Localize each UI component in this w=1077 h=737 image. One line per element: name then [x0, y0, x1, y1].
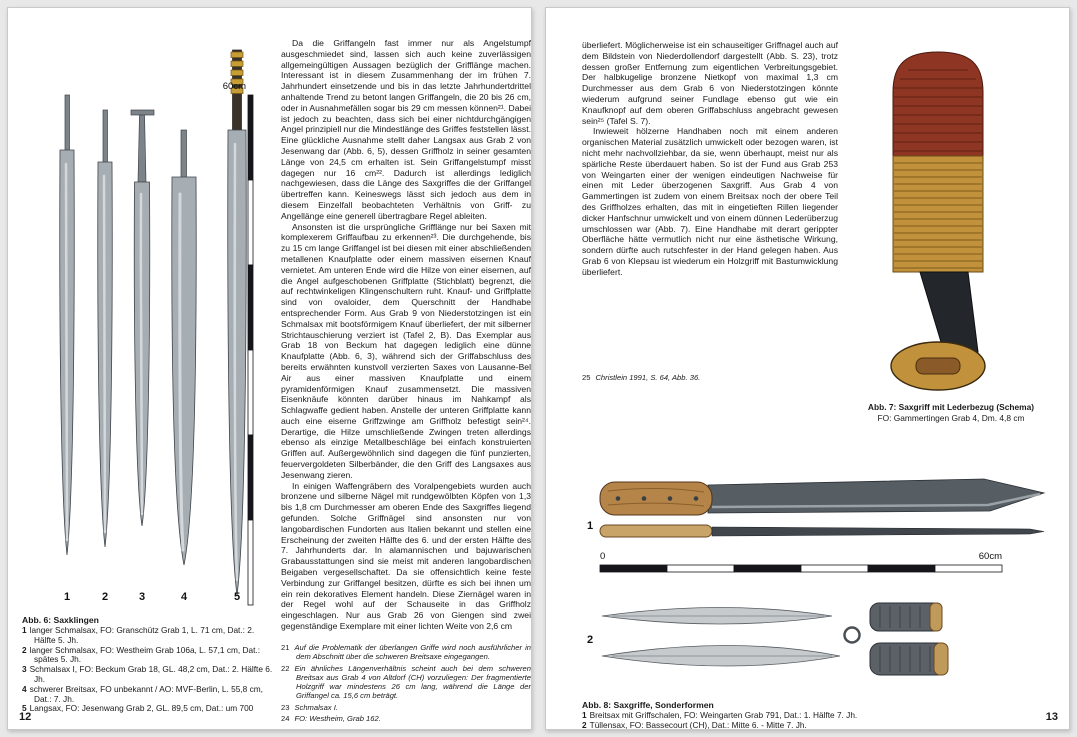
footnote-number: 23	[281, 702, 290, 712]
caption-item-number: 4	[22, 683, 27, 694]
caption-item-text: Breitsax mit Griffschalen, FO: Weingarten Grab 791, Dat.: 1. Hälfte 7. Jh.	[589, 710, 858, 720]
footnote	[281, 664, 531, 701]
footnote-number: 25	[582, 373, 591, 382]
footnote-number: 21	[281, 643, 290, 652]
figure-6-caption	[22, 615, 276, 714]
breitsax-with-grip-scales	[600, 479, 1044, 515]
ring-fitting	[845, 628, 860, 643]
footnote-text: FO: Westheim, Grab 162.	[294, 714, 381, 724]
caption-item-text: langer Schmalsax, FO: Westheim Grab 106a, L. 57,1 cm, Dat.: spätes 5. Jh.	[29, 644, 261, 665]
socket-handle-1	[870, 603, 942, 631]
caption-item-number: 1	[22, 625, 27, 635]
left-text-column	[281, 38, 531, 632]
left-footnotes	[281, 643, 531, 725]
footnote	[582, 373, 838, 382]
sax-blade-3	[131, 110, 154, 526]
caption-item-text: Langsax, FO: Jesenwang Grab 2, GL. 89,5 cm, Dat.: um 700	[29, 703, 254, 714]
caption-item-number: 2	[22, 644, 27, 655]
body-paragraph: Ansonsten ist die ursprüngliche Grifflänge nur bei Saxen mit komplexerem Griffaufbau zu erkennen²³. Die durchgehende, bis zu 15 cm lange Griffangel ist bei diesen mit einer abschließenden metallenen Knaufplatte oder einem massiven eisernen Knauf vernietet. Am unteren Ende wird die Hilze von einer eisernen, auf die Angel aufgeschobenen Griffplatte (Stichblatt) begrenzt, die auf rechtwinkeligen Klingenschultern ruht. Knauf- und Griffplatte sind von ovaloider, dem Querschnitt der Handhabe entsprechender Form. Aus Grab 9 von Niederstotzingen ist ein Schmalsax mit bootsförmigem Knauf überliefert, der mit silberner Strichtauschierung verziert ist (Tafel 2, B). Das Exemplar aus Grab 18 von Beckum hat dagegen lediglich eine dünne Knaufplatte (Abb. 6, 3), während sich der Griffabschluss des bereits erwähnten kunstvoll verzierten Saxes von Lausanne-Bel Air aus einer massiven Knaufplatte und einem pyramidenförmigen Knauf zusammensetzt. Die massiven Eisenknäufe könnten darüber hinaus im Nahkampf als Schlagwaffe gedient haben. Anstelle der unteren Griffplatte kann auch eine eiserne Griffzwinge am Griffholz befestigt sein²⁴. Derartige, die Hilze umschließende Zwingen treten allerdings ebenso als einzige Metallbeschläge bei einfach konstruierten Griffen auf. Außergewöhnlich sind dagegen die fünf punzierten, feuervergoldeten Silberbänder, die den Griff des Langsaxes aus Jesenwang zieren.	[281, 221, 531, 480]
figure-6-caption-title: Abb. 6: Saxklingen	[22, 615, 99, 625]
item-2-label: 2	[586, 634, 594, 646]
sax-blade-4	[172, 130, 196, 565]
figure-caption-item	[22, 685, 276, 705]
scale-start-label: 0	[600, 551, 606, 562]
footnote-number: 24	[281, 714, 290, 724]
right-footnotes	[582, 373, 838, 384]
horizontal-scale-bar	[600, 551, 1002, 572]
page-right	[545, 7, 1070, 730]
sax-blades-drawing	[22, 32, 274, 614]
blade-number-label: 3	[138, 591, 146, 603]
body-paragraph: Inwieweit hölzerne Handhaben noch mit einem anderen organischen Material zusätzlich umwickelt oder bezogen waren, ist nicht mehr nachvollziehbar, da sie, wenn überhaupt, meist nur als spärliche Reste überdauert haben. So ist der Fund aus Grab 253 von Weingarten einer der wenigen eindeutigen Nachweise für einen mit Leder überzogenen Saxgriff. Aus Grab 4 von Gammertingen ist zudem von einem Breitsax noch der obere Teil des Griffholzes erhalten, das mit in eingetieften Rillen liegender dicker Hanfschnur umwickelt und von einem dünnen Lederüberzug umschlossen war (Abb. 7). Eine Handhabe mit derart gerippter Oberfläche hätte vermutlich nicht nur eine ästhetische Wirkung, sondern dürfte auch rutschfester in der Hand gelegen haben. Aus Grab 6 von Klepsau ist wiederum ein Holzgriff mit Bastumwicklung überliefert.	[582, 126, 838, 277]
grip-cross-section	[891, 342, 985, 390]
footnote	[281, 643, 531, 662]
sax-special-forms-drawing	[582, 453, 1052, 693]
page-number: 12	[19, 711, 32, 723]
footnote-text: Schmalsax I.	[294, 702, 338, 712]
figure-7-caption-title: Abb. 7: Saxgriff mit Lederbezug (Schema)	[867, 402, 1035, 412]
caption-item-number: 1	[582, 710, 587, 720]
figure-8-caption-title: Abb. 8: Saxgriffe, Sonderformen	[582, 700, 714, 710]
figure-caption-item	[22, 665, 276, 685]
tuellensax-blades	[602, 608, 840, 667]
scale-label: 60cm	[222, 81, 246, 92]
figure-caption-item	[582, 721, 1052, 730]
footnote-text: Christlein 1991, S. 64, Abb. 36.	[595, 373, 701, 382]
figure-7-grip-illustration	[846, 34, 1056, 394]
footnote	[281, 714, 531, 723]
breitsax-edge-view	[600, 525, 1044, 537]
page-left	[7, 7, 532, 730]
body-paragraph: In einigen Waffengräbern des Voralpengebiets wurden auch bronzene und silberne Nägel mit rundgewölbten Köpfen von 1,3 bis 1,8 cm Durchmesser am oberen Ende des Saxgriffes liegend gefunden. Solche Griffnägel sind ansonsten nur von langobardischen Fundorten aus Italien bekannt und stellen eine Erscheinung der zweiten Hälfte des 6. und der ersten Hälfte des 7. Jahrhunderts dar. In alamannischen und bajuwarischen Grabausstattungen sind sie meist mit anderen langobardischen Beigaben vergesellschaftet. Da sie offensichtlich keine feste Verbindung zur Griffangel besitzen, dürfte es sich bei ihnen um ein rein dekoratives Element handeln. Diese Ziernägel waren in der Regel wohl auf der Schauseite in das Griffholz eingeschlagen. Nur aus Grab 26 von Giengen sind zwei gegenständige Exemplare mit einer lichten Weite von 2,6 cm	[281, 480, 531, 632]
figure-7	[846, 34, 1056, 423]
socket-handle-2	[870, 643, 948, 675]
right-text-column	[582, 40, 838, 278]
figure-caption-item	[22, 626, 276, 646]
footnote-text: Ein ähnliches Längenverhältnis scheint auch bei dem schweren Breitsax aus Grab 4 von Altdorf (CH) vorzuliegen: Der fragmentierte Holzgriff war mindestens 26 cm lang, während die Länge der Griffangel ca. 15,6 cm beträgt.	[294, 663, 531, 701]
caption-item-text: Tüllensax, FO: Bassecourt (CH), Dat.: Mitte 6. - Mitte 7. Jh.	[589, 719, 807, 730]
blade-number-label: 5	[233, 591, 241, 603]
blade-number-label: 1	[63, 591, 71, 603]
figure-8-caption	[582, 700, 1052, 730]
blade-stub	[920, 272, 978, 352]
figure-6-illustration	[22, 32, 274, 614]
page-number: 13	[1045, 711, 1058, 723]
footnote-number: 22	[281, 663, 290, 673]
footnote-text: Auf die Problematik der überlangen Griffe wird noch ausführlicher in dem Abschnitt über die schweren Breitsaxe eingegangen.	[294, 643, 531, 662]
caption-item-number: 5	[22, 703, 27, 714]
scale-end-label: 60cm	[978, 551, 1002, 562]
body-paragraph: überliefert. Möglicherweise ist ein schauseitiger Griffnagel auch auf dem Bildstein von Niederdollendorf dargestellt (Abb. S. 23), trotz dessen großer Entfernung zum eigentlichen Verbreitungsgebiet. Der halbkugelige bronzene Nietkopf von maximal 1,3 cm Durchmesser aus dem Grab 6 von Niederstotzingen könnte wiederum aufgrund seiner Fundlage ebenso gut wie ein Knaufknopf auf dem oberen Griffabschluss angebracht gewesen sein²⁵ (Tafel S. 7).	[582, 40, 838, 126]
item-1-label: 1	[586, 520, 594, 532]
sax-blade-2	[98, 110, 112, 547]
caption-item-number: 3	[22, 664, 27, 675]
blade-number-label: 2	[101, 591, 109, 603]
caption-item-number: 2	[582, 719, 587, 730]
figure-caption-item	[22, 704, 276, 714]
sax-blade-1	[60, 95, 74, 555]
figure-7-caption-subtitle: FO: Gammertingen Grab 4, Dm. 4,8 cm	[877, 413, 1025, 423]
sax-blade-5-langsax	[228, 50, 246, 595]
blade-number-labels	[64, 591, 240, 603]
caption-item-text: Schmalsax I, FO: Beckum Grab 18, GL. 48,2 cm, Dat.: 2. Hälfte 6. Jh.	[29, 664, 273, 684]
grip-leather-cap	[893, 52, 983, 156]
caption-item-text: langer Schmalsax, FO: Granschütz Grab 1, L. 71 cm, Dat.: 2. Hälfte 5. Jh.	[29, 625, 255, 645]
body-paragraph: Da die Griffangeln fast immer nur als Angelstumpf ausgeschmiedet sind, lassen sich auch keine zuverlässigen allgemeingültigen Aussagen bezüglich der Grifflänge machen. Interessant ist in diesem Zusammenhang der im frühen 7. Jahrhundert einsetzende und bis in das letzte Jahrhundertdrittel anhaltende Trend zu betont langen Griffangeln, die 20 bis 26 cm, oder in Ausnahmefällen sogar bis 29 cm messen können²¹. Dabei ist jedoch zu beachten, dass sich bei einer nichtdurchgängigen Angel prinzipiell nur die Mindestlänge des Griffes feststellen lässt. Eine glückliche Ausnahme stellt daher Langsax aus Grab 2 von Jesenwang dar (Abb. 6, 5), dessen Griffholz in seiner gesamten Länge von 24,5 cm erhalten ist. Sein Griffangelstumpf misst dagegen nur 16 cm²². Dadurch ist allerdings lediglich nachgewiesen, dass die Länge des Saxgriffes die der Griffangel übertreffen kann. Keineswegs lässt sich jedoch aus dem in diesem Einzelfall beobachteten Verhältnis von Griff- zu Angellänge eine generell übertragbare Regel ableiten.	[281, 38, 531, 221]
blade-number-label: 4	[180, 591, 188, 603]
grip-cord-wrap	[893, 156, 983, 272]
figure-caption-item	[22, 646, 276, 666]
figure-8-illustration	[582, 453, 1052, 693]
footnote	[281, 703, 531, 712]
caption-item-text: schwerer Breitsax, FO unbekannt / AO: MVF-Berlin, L. 55,8 cm, Dat.: 7. Jh.	[29, 683, 263, 704]
